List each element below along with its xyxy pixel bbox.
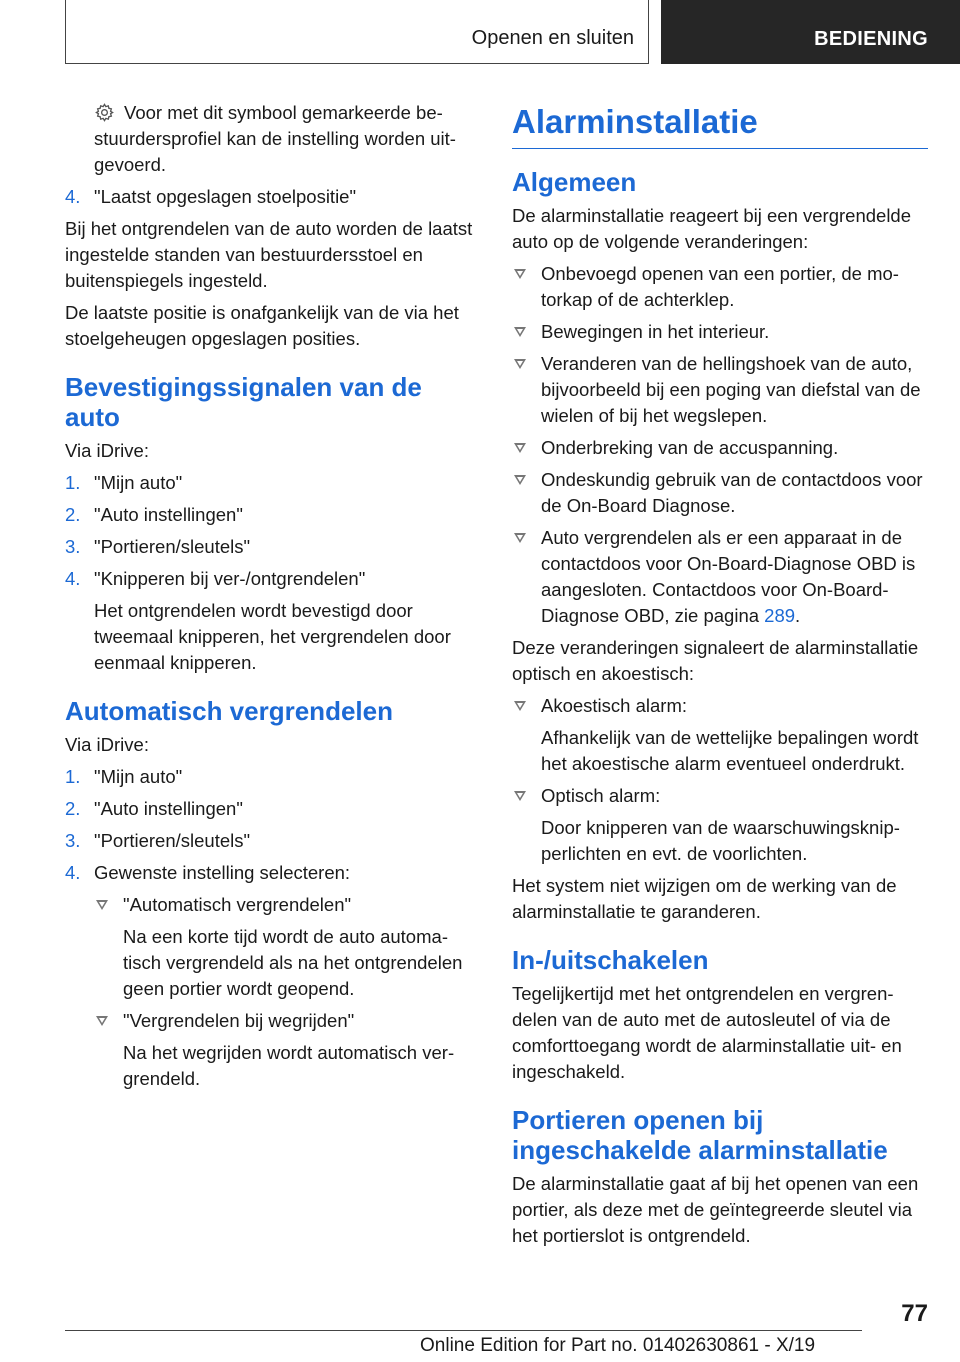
list-item xyxy=(512,435,928,461)
driver-profile-note xyxy=(65,100,477,178)
list-item xyxy=(512,351,928,429)
list-item xyxy=(512,319,928,345)
list-number: 1. xyxy=(65,472,81,493)
gear-note-line-3: gevoerd. xyxy=(94,154,166,175)
paragraph: De alarminstallatie reageert bij een vergrendelde auto op de volgende veranderingen: xyxy=(512,205,912,252)
list-item xyxy=(94,892,477,1002)
list-item xyxy=(65,470,477,496)
triangle-bullet-icon xyxy=(96,1016,108,1026)
footer-divider xyxy=(65,1330,862,1331)
edition-footer: Online Edition for Part no. 01402630861 - X/19 xyxy=(420,1335,816,1356)
triangle-bullet-icon xyxy=(514,269,526,279)
autolock-steps xyxy=(65,764,477,1092)
list-text: Ondeskundig gebruik van de contactdoos voor de On-Board Diagnose. xyxy=(541,469,923,516)
paragraph: De laatste positie is onafgankelijk van de via het stoelgeheugen opgeslagen posities. xyxy=(65,302,459,349)
list-item xyxy=(512,467,928,519)
list-text: Bewegingen in het interieur. xyxy=(541,321,770,342)
option-title: "Automatisch vergrendelen" xyxy=(123,894,352,915)
list-text: Onderbreking van de accuspanning. xyxy=(541,437,839,458)
signal-description: Afhankelijk van de wettelijke bepalingen wordt het akoestische alarm eventueel onderdrukt. xyxy=(541,727,919,774)
list-text: "Mijn auto" xyxy=(94,766,183,787)
signal-title: Optisch alarm: xyxy=(541,785,661,806)
list-item xyxy=(65,184,477,210)
list-text-end: . xyxy=(795,605,801,626)
list-item xyxy=(512,525,928,629)
alarm-triggers xyxy=(512,261,928,629)
list-number: 4. xyxy=(65,186,81,207)
heading-alarm-system: Alarminstallatie xyxy=(512,100,928,149)
list-text: Auto vergrendelen als er een apparaat in de contactdoos voor On-Board-Diagnose OBD is aangesloten. Contactdoos voor On-Board-Diagnose OBD, zie pagina xyxy=(541,527,916,626)
list-text: "Laatst opgeslagen stoelpositie" xyxy=(94,186,357,207)
list-description: Het ontgrendelen wordt bevestigd door tweemaal knipperen, het vergrendelen door eenmaal knipperen. xyxy=(94,600,451,673)
triangle-bullet-icon xyxy=(514,791,526,801)
list-number: 1. xyxy=(65,766,81,787)
gear-note-line-1: Voor met dit symbool gemarkeerde be- xyxy=(124,102,443,123)
list-number: 3. xyxy=(65,536,81,557)
alarm-signals xyxy=(512,693,928,867)
paragraph: Het system niet wijzigen om de werking van de alarminstallatie te garanderen. xyxy=(512,875,897,922)
heading-auto-lock: Automatisch vergrendelen xyxy=(65,696,393,726)
list-text: Onbevoegd openen van een portier, de motorkap of de achterklep. xyxy=(541,263,899,310)
list-text: "Portieren/sleutels" xyxy=(94,830,251,851)
left-column xyxy=(65,100,477,1098)
list-item xyxy=(512,783,928,867)
via-idrive: Via iDrive: xyxy=(65,440,149,461)
right-column xyxy=(512,100,928,1255)
page-reference-link[interactable]: 289 xyxy=(764,605,796,626)
signal-description: Door knipperen van de waarschuwingsknipperlichten en evt. de voorlichten. xyxy=(541,817,900,864)
list-item xyxy=(65,828,477,854)
list-item xyxy=(94,1008,477,1092)
heading-general: Algemeen xyxy=(512,167,637,197)
option-description: Na het wegrijden wordt automatisch vergrendeld. xyxy=(123,1042,455,1089)
signal-title: Akoestisch alarm: xyxy=(541,695,687,716)
list-item xyxy=(65,502,477,528)
list-item xyxy=(512,261,928,313)
list-number: 4. xyxy=(65,862,81,883)
heading-open-doors-armed: Portieren openen bij ingeschakelde alarminstallatie xyxy=(512,1105,888,1165)
paragraph: Deze veranderingen signaleert de alarminstallatie optisch en akoestisch: xyxy=(512,637,919,684)
triangle-bullet-icon xyxy=(514,701,526,711)
triangle-bullet-icon xyxy=(96,900,108,910)
triangle-bullet-icon xyxy=(514,327,526,337)
triangle-bullet-icon xyxy=(514,443,526,453)
triangle-bullet-icon xyxy=(514,475,526,485)
chapter-title: BEDIENING xyxy=(814,28,928,50)
list-item xyxy=(65,534,477,560)
list-text: Gewenste instelling selecteren: xyxy=(94,862,351,883)
option-title: "Vergrendelen bij wegrijden" xyxy=(123,1010,355,1031)
list-item xyxy=(65,566,477,676)
paragraph: Tegelijkertijd met het ontgrendelen en vergrendelen van de auto met de autosleutel of via de comforttoegang wordt de alarminstallatie uit- en ingeschakeld. xyxy=(512,983,902,1082)
section-title: Openen en sluiten xyxy=(471,27,634,49)
list-text: "Auto instellingen" xyxy=(94,504,243,525)
paragraph: Bij het ontgrendelen van de auto worden de laatst ingestelde standen van bestuurdersstoel en buitenspiegels ingesteld. xyxy=(65,218,473,291)
list-text: "Knipperen bij ver-/ontgrendelen" xyxy=(94,568,366,589)
list-number: 2. xyxy=(65,504,81,525)
triangle-bullet-icon xyxy=(514,533,526,543)
list-text: "Mijn auto" xyxy=(94,472,183,493)
list-number: 2. xyxy=(65,798,81,819)
confirm-steps xyxy=(65,470,477,676)
header-section-box xyxy=(65,0,649,64)
list-text: "Auto instellingen" xyxy=(94,798,243,819)
list-item xyxy=(65,860,477,1092)
list-item xyxy=(65,764,477,790)
list-text: Veranderen van de hellingshoek van de auto, bijvoorbeeld bij een poging van diefstal van de wielen of bij het wegslepen. xyxy=(541,353,921,426)
via-idrive: Via iDrive: xyxy=(65,734,149,755)
page-number: 77 xyxy=(901,1300,928,1327)
gear-icon xyxy=(95,103,114,122)
list-item xyxy=(65,796,477,822)
option-description: Na een korte tijd wordt de auto automatisch vergrendeld als na het ontgrendelen geen portier wordt geopend. xyxy=(123,926,463,999)
setting-options xyxy=(94,892,477,1092)
paragraph: De alarminstallatie gaat af bij het openen van een portier, als deze met de geïntegreerde sleutel via het portierslot is ontgrendeld. xyxy=(512,1173,919,1246)
header-chapter-box xyxy=(661,0,960,64)
list-text: "Portieren/sleutels" xyxy=(94,536,251,557)
gear-note-line-2: stuurdersprofiel kan de instelling worden uit- xyxy=(94,128,456,149)
list-number: 4. xyxy=(65,568,81,589)
heading-on-off: In-/uitschakelen xyxy=(512,945,709,975)
heading-confirmation-signals: Bevestigingssignalen van de auto xyxy=(65,372,422,432)
triangle-bullet-icon xyxy=(514,359,526,369)
list-number: 3. xyxy=(65,830,81,851)
list-item xyxy=(512,693,928,777)
